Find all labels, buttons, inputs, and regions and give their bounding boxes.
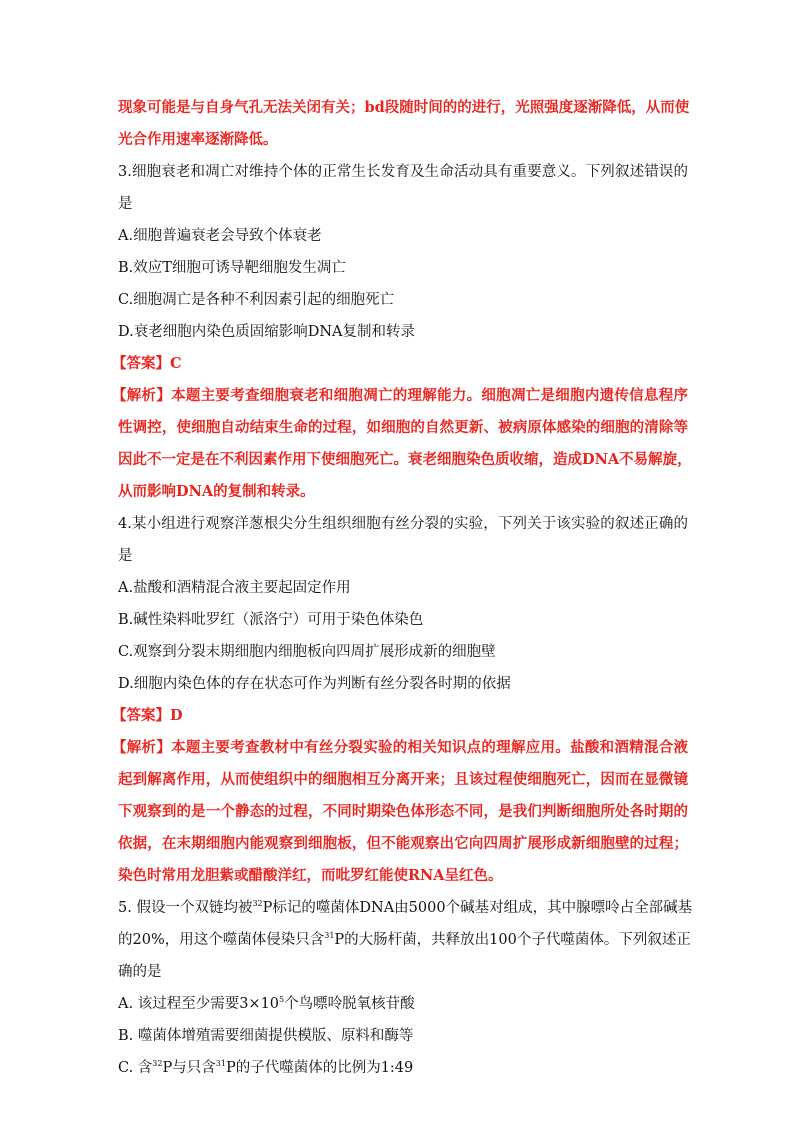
q5-text: 的20%，用这个噬菌体侵染只含 xyxy=(118,932,325,948)
q5-text: 个鸟嘌呤脱氧核苷酸 xyxy=(284,996,415,1012)
q5-text: C. 含 xyxy=(118,1060,153,1076)
question-4-explanation: 依据，在末期细胞内能观察到细胞板，但不能观察出它向四周扩展形成新细胞壁的过程； xyxy=(118,835,688,852)
question-4-answer: 【答案】D xyxy=(112,707,183,724)
q5-superscript: 31 xyxy=(215,1059,226,1068)
q5-text: P与只含 xyxy=(162,1060,216,1076)
question-5-stem xyxy=(118,890,693,926)
question-4-explanation: 【解析】本题主要考查教材中有丝分裂实验的相关知识点的理解应用。盐酸和酒精混合液 xyxy=(112,739,688,756)
question-4-option-d: D.细胞内染色体的存在状态可作为判断有丝分裂各时期的依据 xyxy=(118,676,511,692)
q5-text: 5. 假设一个双链均被 xyxy=(118,900,253,916)
question-4-explanation: 起到解离作用，从而使组织中的细胞相互分离开来；且该过程使细胞死亡，因而在显微镜 xyxy=(118,771,688,788)
q5-text: P的子代噬菌体的比例为1:49 xyxy=(225,1060,414,1076)
question-3-stem: 是 xyxy=(118,196,133,212)
q5-superscript: 5 xyxy=(279,995,285,1004)
q5-text: P的大肠杆菌，共释放出100个子代噬菌体。下列叙述正 xyxy=(334,932,691,948)
question-5-option-a xyxy=(118,986,688,1022)
q5-text: A. 该过程至少需要3×10 xyxy=(118,996,280,1012)
explanation-line: 光合作用速率逐渐降低。 xyxy=(118,131,278,148)
question-3-answer: 【答案】C xyxy=(112,355,182,372)
question-3-option-d: D.衰老细胞内染色质固缩影响DNA复制和转录 xyxy=(118,324,416,340)
q5-superscript: 32 xyxy=(252,899,263,908)
question-3-explanation: 性调控，使细胞自动结束生命的过程，如细胞的自然更新、被病原体感染的细胞的清除等 xyxy=(118,419,688,436)
question-3-explanation: 【解析】本题主要考查细胞衰老和细胞凋亡的理解能力。细胞凋亡是细胞内遗传信息程序 xyxy=(112,387,688,404)
question-4-stem: 4.某小组进行观察洋葱根尖分生组织细胞有丝分裂的实验，下列关于该实验的叙述正确的 xyxy=(118,516,688,532)
q5-superscript: 32 xyxy=(152,1059,163,1068)
question-5-option-c xyxy=(118,1050,688,1086)
question-3-option-a: A.细胞普遍衰老会导致个体衰老 xyxy=(118,228,322,244)
question-3-option-c: C.细胞凋亡是各种不利因素引起的细胞死亡 xyxy=(118,292,395,308)
question-4-option-c: C.观察到分裂末期细胞内细胞板向四周扩展形成新的细胞壁 xyxy=(118,644,496,660)
explanation-line: 现象可能是与自身气孔无法关闭有关；bd段随时间的的进行，光照强度逐渐降低，从而使 xyxy=(118,99,690,116)
q5-superscript: 31 xyxy=(324,931,335,940)
question-4-option-a: A.盐酸和酒精混合液主要起固定作用 xyxy=(118,580,351,596)
question-3-stem: 3.细胞衰老和凋亡对维持个体的正常生长发育及生命活动具有重要意义。下列叙述错误的 xyxy=(118,164,688,180)
question-5-stem: 确的是 xyxy=(118,964,162,980)
question-4-explanation: 下观察到的是一个静态的过程，不同时期染色体形态不同，是我们判断细胞所处各时期的 xyxy=(118,803,688,820)
question-3-option-b: B.效应T细胞可诱导靶细胞发生凋亡 xyxy=(118,260,346,276)
q5-text: P标记的噬菌体DNA由5000个碱基对组成，其中腺嘌呤占全部碱基 xyxy=(262,900,693,916)
question-3-explanation: 因此不一定是在不利因素作用下使细胞死亡。衰老细胞染色质收缩，造成DNA不易解旋， xyxy=(118,451,692,468)
question-4-explanation: 染色时常用龙胆紫或醋酸洋红，而吡罗红能使RNA呈红色。 xyxy=(118,867,503,884)
question-4-option-b: B.碱性染料吡罗红（派洛宁）可用于染色体染色 xyxy=(118,612,424,628)
question-4-stem: 是 xyxy=(118,548,133,564)
question-3-explanation: 从而影响DNA的复制和转录。 xyxy=(118,483,315,500)
question-5-option-b: B. 噬菌体增殖需要细菌提供模版、原料和酶等 xyxy=(118,1028,414,1044)
question-5-stem xyxy=(118,922,691,958)
